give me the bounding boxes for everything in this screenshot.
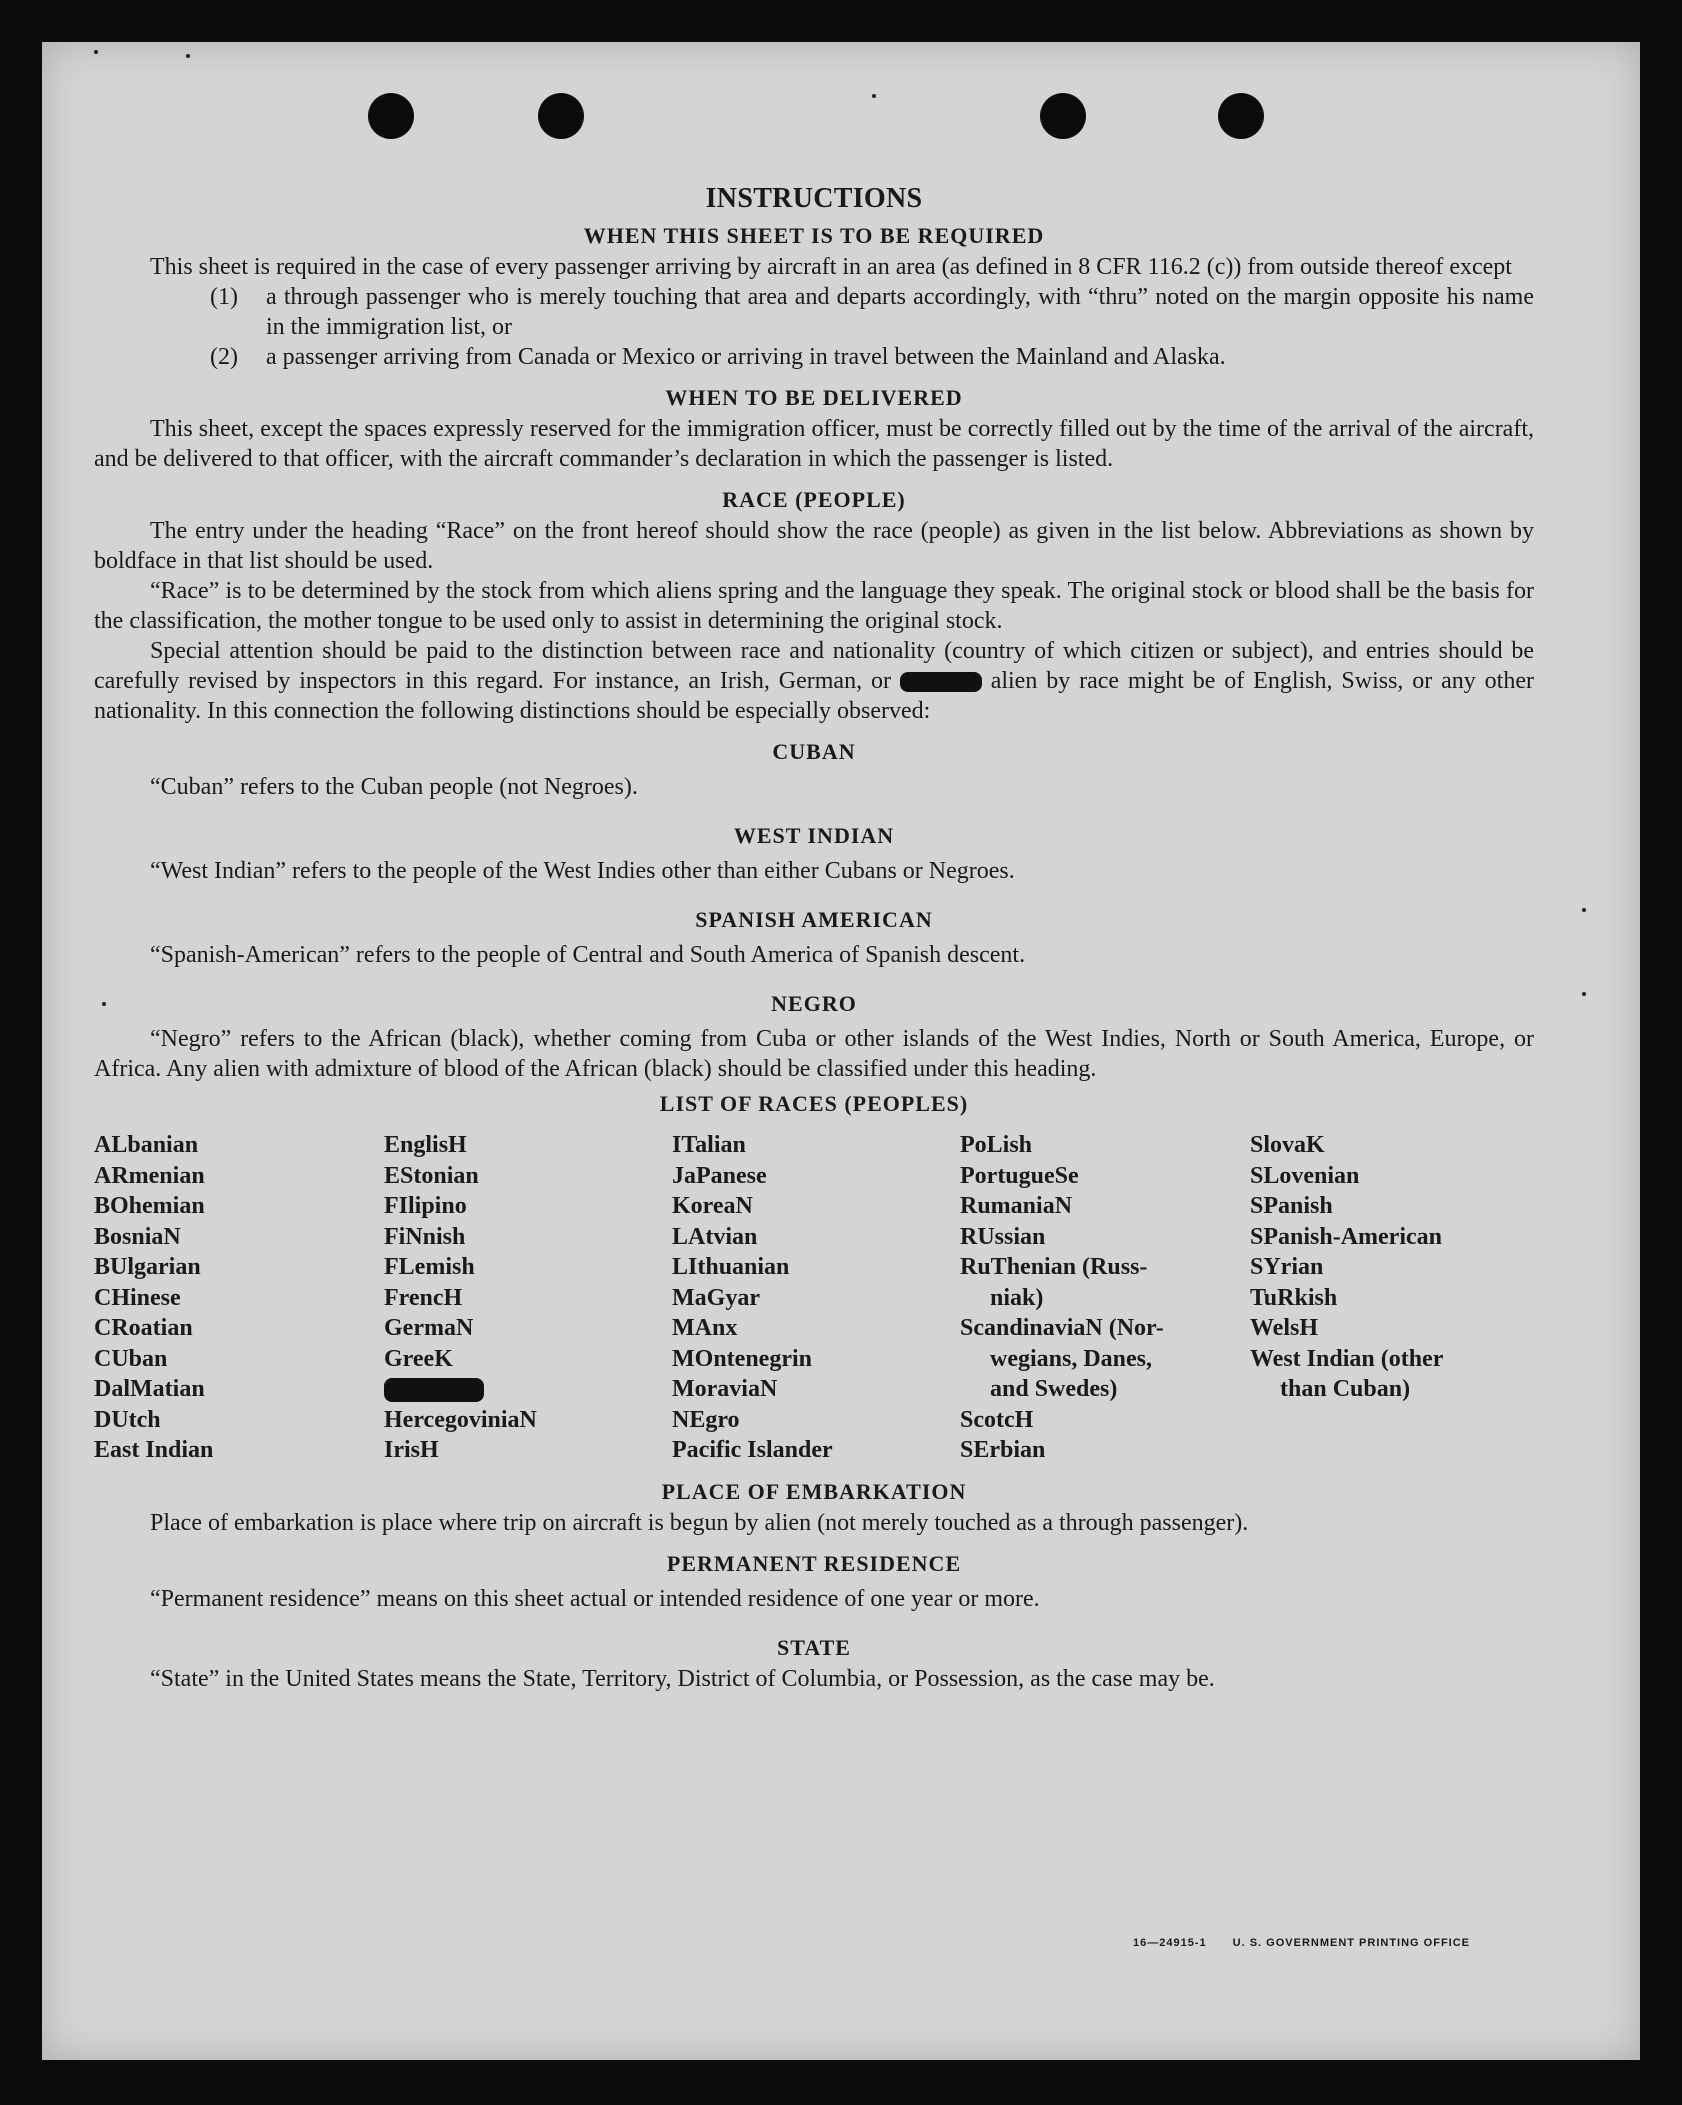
race-entry: ScandinaviaN (Nor- bbox=[960, 1315, 1164, 1341]
race-entry: EnglisH bbox=[384, 1132, 467, 1158]
race-entry: TuRkish bbox=[1250, 1284, 1338, 1311]
race-entry: ARmenian bbox=[94, 1162, 205, 1189]
race-entry: CHinese bbox=[94, 1284, 181, 1311]
race-entry: RUssian bbox=[960, 1223, 1046, 1250]
race-entry: PoLish bbox=[960, 1132, 1033, 1158]
race-entry: JaPanese bbox=[672, 1162, 767, 1189]
race-entry: GermaN bbox=[384, 1315, 474, 1341]
race-entry: West Indian (other bbox=[1250, 1345, 1444, 1372]
race-entry: SLovenian bbox=[1250, 1162, 1360, 1189]
residence-definition: “Permanent residence” means on this sheet actual or intended residence of one year or more. bbox=[150, 1585, 1040, 1612]
race-entry: SErbian bbox=[960, 1437, 1046, 1463]
race-entry: FIlipino bbox=[384, 1193, 467, 1219]
race-entry: CRoatian bbox=[94, 1315, 193, 1341]
race-entry: FrencH bbox=[384, 1284, 463, 1311]
race-entry: ALbanian bbox=[94, 1132, 199, 1158]
punch-hole bbox=[1218, 93, 1264, 139]
race-paragraph bbox=[94, 636, 1534, 726]
race-entry: SPanish-American bbox=[1250, 1223, 1442, 1250]
punch-hole bbox=[1040, 93, 1086, 139]
heading-spanish-american: SPANISH AMERICAN bbox=[695, 907, 933, 932]
speck bbox=[1582, 992, 1586, 996]
race-entry: DUtch bbox=[94, 1406, 161, 1433]
spanish-american-definition: “Spanish-American” refers to the people of Central and South America of Spanish descent. bbox=[150, 942, 1026, 968]
exception-text: a passenger arriving from Canada or Mexico or arriving in travel between the Mainland and Alaska. bbox=[266, 344, 1226, 370]
race-entry: NEgro bbox=[672, 1406, 740, 1433]
race-paragraph: The entry under the heading “Race” on the front hereof should show the race (people) as given in the list below. Abbreviations as shown by boldface in that list should be used. bbox=[94, 518, 1534, 574]
race-paragraph-part: Special attention should be paid to the distinction between race and nationality (country of which citizen or subject), and entries should be carefully revised by inspectors in this regard. For instance, an Irish, German, or bbox=[94, 638, 1534, 694]
race-entry: CUban bbox=[94, 1345, 168, 1372]
race-entry: MAnx bbox=[672, 1315, 738, 1341]
embarkation-definition: Place of embarkation is place where trip on aircraft is begun by alien (not merely touched as a through passenger). bbox=[150, 1509, 1249, 1536]
race-entry-continued: and Swedes) bbox=[990, 1376, 1118, 1402]
race-entry: KoreaN bbox=[672, 1193, 753, 1219]
race-entry: BOhemian bbox=[94, 1193, 205, 1219]
heading-permanent-residence: PERMANENT RESIDENCE bbox=[666, 1550, 962, 1576]
race-paragraph: “Race” is to be determined by the stock from which aliens spring and the language they speak. The original stock or blood shall be the basis for the classification, the mother tongue to be used only to assist in determining the original stock. bbox=[94, 578, 1534, 634]
race-entry: BUlgarian bbox=[94, 1254, 201, 1280]
state-definition: “State” in the United States means the State, Territory, District of Columbia, or Possession, as the case may be. bbox=[150, 1665, 1215, 1692]
races-column bbox=[960, 1130, 1250, 1466]
race-entry: EStonian bbox=[384, 1162, 479, 1189]
race-entry: ITalian bbox=[672, 1132, 746, 1158]
cuban-definition: “Cuban” refers to the Cuban people (not Negroes). bbox=[150, 774, 638, 800]
race-entry: ScotcH bbox=[960, 1406, 1034, 1433]
heading-negro: NEGRO bbox=[771, 991, 857, 1016]
exception-text: a through passenger who is merely touching that area and departs accordingly, with “thru” noted on the margin opposite his name in the immigration list, or bbox=[266, 284, 1534, 340]
race-entry: SYrian bbox=[1250, 1254, 1324, 1280]
exception-number: (1) bbox=[210, 284, 238, 310]
document-page bbox=[42, 42, 1640, 2060]
race-entry: MoraviaN bbox=[672, 1376, 778, 1402]
heading-list-of-races: LIST OF RACES (PEOPLES) bbox=[659, 1091, 969, 1116]
negro-definition: “Negro” refers to the African (black), whether coming from Cuba or other islands of the West Indies, North or South America, Europe, or Africa. Any alien with admixture of blood of the African (black) should be classified under this heading. bbox=[94, 1026, 1534, 1082]
race-entry: RumaniaN bbox=[960, 1193, 1073, 1219]
page-title: INSTRUCTIONS bbox=[705, 183, 923, 214]
race-paragraph-part: alien by race might be of English, Swiss, or any other nationality. In this connection the following distinctions should be especially observed: bbox=[94, 668, 1534, 724]
west-indian-definition: “West Indian” refers to the people of the West Indies other than either Cubans or Negroes. bbox=[150, 858, 1015, 884]
race-entry-continued: wegians, Danes, bbox=[990, 1345, 1153, 1372]
speck bbox=[94, 50, 98, 54]
race-entry: East Indian bbox=[94, 1437, 214, 1463]
race-entry: IrisH bbox=[384, 1437, 439, 1463]
form-code: 16—24915-1 bbox=[1132, 1937, 1207, 1949]
speck bbox=[1582, 908, 1586, 912]
instructions-content bbox=[94, 182, 1534, 1694]
races-list bbox=[94, 1130, 1534, 1466]
printer-footer bbox=[1133, 1937, 1470, 1949]
heading-state: STATE bbox=[777, 1634, 851, 1660]
race-entry: DalMatian bbox=[94, 1376, 205, 1402]
race-entry: MaGyar bbox=[672, 1284, 760, 1311]
races-column bbox=[1250, 1130, 1540, 1466]
race-entry-redacted bbox=[384, 1374, 672, 1405]
race-entry: PortugueSe bbox=[960, 1162, 1079, 1189]
races-column bbox=[94, 1130, 384, 1466]
race-entry: WelsH bbox=[1250, 1315, 1319, 1341]
race-entry: LIthuanian bbox=[672, 1254, 790, 1280]
when-delivered-text: This sheet, except the spaces expressly reserved for the immigration officer, must be correctly filled out by the time of the arrival of the aircraft, and be delivered to that officer, with the aircraft commander’s declaration in which the passenger is listed. bbox=[94, 416, 1534, 472]
speck bbox=[872, 94, 876, 98]
race-entry: BosniaN bbox=[94, 1223, 181, 1250]
race-entry: SlovaK bbox=[1250, 1132, 1325, 1158]
race-entry-continued: than Cuban) bbox=[1280, 1376, 1411, 1402]
heading-west-indian: WEST INDIAN bbox=[733, 823, 895, 848]
race-entry: RuThenian (Russ- bbox=[960, 1254, 1148, 1280]
exception-item bbox=[210, 282, 1534, 342]
heading-race: RACE (PEOPLE) bbox=[722, 487, 906, 512]
race-entry: MOntenegrin bbox=[672, 1345, 812, 1372]
race-entry: Pacific Islander bbox=[672, 1437, 833, 1463]
heading-when-delivered: WHEN TO BE DELIVERED bbox=[665, 385, 963, 410]
race-entry: LAtvian bbox=[672, 1223, 758, 1250]
race-entry: SPanish bbox=[1250, 1193, 1333, 1219]
races-column bbox=[384, 1130, 672, 1466]
redaction-mark bbox=[384, 1378, 484, 1402]
exception-number: (2) bbox=[210, 344, 238, 370]
heading-when-required: WHEN THIS SHEET IS TO BE REQUIRED bbox=[583, 223, 1045, 248]
punch-hole bbox=[368, 93, 414, 139]
heading-embarkation: PLACE OF EMBARKATION bbox=[661, 1478, 967, 1504]
race-entry: FLemish bbox=[384, 1254, 475, 1280]
printer-imprint: U. S. GOVERNMENT PRINTING OFFICE bbox=[1232, 1937, 1470, 1949]
race-entry: FiNnish bbox=[384, 1223, 466, 1250]
race-entry-continued: niak) bbox=[990, 1284, 1044, 1311]
race-entry: GreeK bbox=[384, 1345, 453, 1372]
exception-item bbox=[210, 342, 1534, 372]
races-column bbox=[672, 1130, 960, 1466]
race-entry: HercegoviniaN bbox=[384, 1406, 537, 1433]
heading-cuban: CUBAN bbox=[772, 739, 856, 764]
redaction-mark bbox=[900, 672, 982, 692]
punch-hole bbox=[538, 93, 584, 139]
when-required-intro: This sheet is required in the case of every passenger arriving by aircraft in an area (as defined in 8 CFR 116.2 (c)) from outside thereof except bbox=[150, 254, 1512, 280]
speck bbox=[186, 54, 190, 58]
